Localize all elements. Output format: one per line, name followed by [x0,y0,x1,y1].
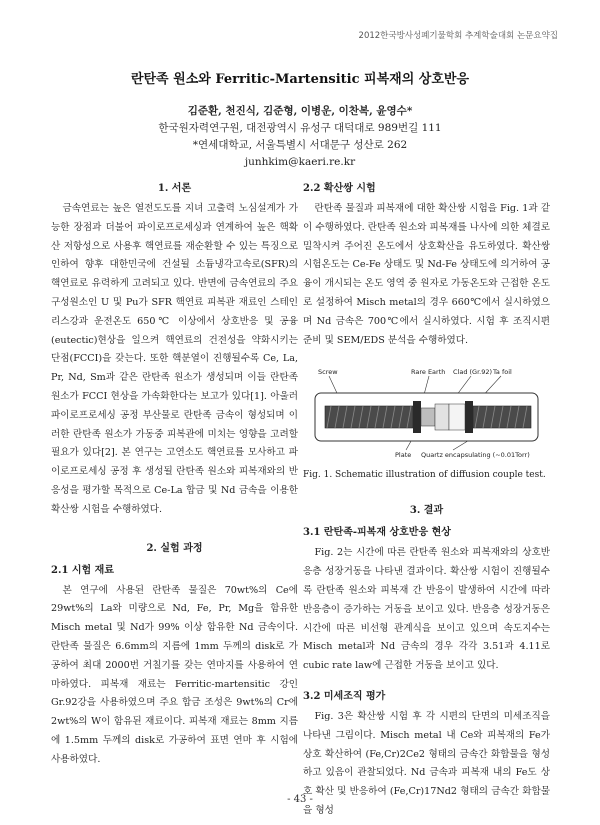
label-plate: Plate [395,451,412,460]
label-rare-earth: Rare Earth [411,368,446,377]
label-screw: Screw [318,368,338,377]
intro-paragraph: 금속연료는 높은 열전도도를 지녀 고출력 노심설계가 가능한 장점과 더불어 파이로프로세싱과 연계하여 높은 핵확산 저항성으로 사용후 핵연료를 재순환할 수 있는 특징으로 인하여 향후 대한민국에 건설될 소듐냉각고속로(SFR)의 핵연료로 유력하게 고려되고 있다. 반면에 금속연료의 주요 구성원소인 U 및 Pu가 SFR 핵연료 피복관 재료인 스테인리스강과 운전온도 650℃ 이상에서 상호반응 및 공융(eutectic)현상을 일으켜 핵연료의 건전성을 약화시키는 단점(FCCI)을 갖는다. 또한 핵분열이 진행될수록 Ce, La, Pr, Nd, Sm과 같은 란탄족 원소가 생성되며 이들 란탄족 원소가 FCCI 현상을 가속화한다는 보고가 있다[1]. 아울러 파이로프로세싱 공정 부산물로 란탄족 금속이 형성되며 이러한 란탄족 원소가 가동중 피복관에 미치는 영향을 고려할 필요가 있다[2]. 본 연구는 고연소도 핵연료를 모사하고 파이로프로세싱 공정 후 생성될 란탄족 원소와 피복재와의 반응성을 평가할 목적으로 Ce-La 합금 및 Nd 금속을 이용한 확산쌍 시험을 수행하였다. [51,203,298,515]
subsection-2-1-title: 2.1 시험 재료 [51,564,115,576]
subsection-2-2-title: 2.2 확산쌍 시험 [303,183,376,194]
page-number: - 43 - [287,794,313,805]
figure-1-caption: Fig. 1. Schematic illustration of diffusion couple test. [303,470,546,481]
subsection-3-2-title: 3.2 미세조직 평가 [303,690,386,702]
author-block [0,103,600,171]
affiliation-2: *연세대학교, 서울특별시 서대문구 성산로 262 [192,139,408,151]
diffusion-test-paragraph: 란탄족 물질과 피복재에 대한 확산쌍 시험을 Fig. 1과 같이 수행하였다. 란탄족 원소와 피복재를 나사에 의한 체결로 밀착시켜 주어진 온도에서 상호확산을 유도하였다. 확산쌍 시험온도는 Ce-Fe 상태도 및 Nd-Fe 상태도에 의거하여 공융이 개시되는 온도 영역 중 원자로 가동온도와 근접한 온도로 설정하여 Misch metal의 경우 660℃에서 실시하였으며 Nd 금속은 700℃에서 실시하였다. 시험 후 조직시편 준비 및 SEM/EDS 분석을 수행하였다. [303,203,550,346]
section-method-title: 2. 실험 과정 [146,542,203,554]
label-clad: Clad (Gr.92) [453,368,493,377]
affiliation-1: 한국원자력연구원, 대전광역시 유성구 대덕대로 989번길 111 [158,122,442,134]
running-header: 2012한국방사성폐기물학회 추계학술대회 논문요약집 [358,31,558,41]
interaction-paragraph: Fig. 2는 시간에 따른 란탄족 원소와 피복재와의 상호반응층 성장거동을 나타낸 결과이다. 확산쌍 시험이 진행될수록 란탄족 원소와 피복재 간 반응이 발생하여 시간에 따라 반응층이 증가하는 거동을 보이고 있다. 반응층 성장거동은 시간에 따른 비선형 관계식을 보이고 있으며 속도지수는 Misch metal과 Nd 금속의 경우 각각 3.51과 4.11로 cubic rate law에 근접한 거동을 보이고 있다. [303,547,550,672]
right-column [303,178,550,821]
figure-1 [303,366,550,464]
microstructure-paragraph: Fig. 3은 확산쌍 시험 후 각 시편의 단면의 미세조직을 나타낸 그림이다. Misch metal 내 Ce와 피복재의 Fe가 상호 확산하여 (Fe,Cr)2Ce2 형태의 금속간 화합물을 형성하고 있음이 관찰되었다. Nd 금속과 피복재 내의 Fe도 상호 확산 및 반응하여 (Fe,Cr)17Nd2 형태의 금속간 화합물을 형성 [303,710,550,816]
diffusion-couple-schematic [303,366,550,464]
author-email: junhkim@kaeri.re.kr [244,156,356,168]
section-intro-title: 1. 서론 [157,183,192,194]
section-results-title: 3. 결과 [409,505,444,517]
materials-paragraph: 본 연구에 사용된 란탄족 물질은 70wt%의 Ce에 29wt%의 La와 미량으로 Nd, Fe, Pr, Mg을 함유한 Misch metal 및 Nd가 99% 이상 함유한 Nd 금속이다. 란탄족 물질은 6.6mm의 지름에 1mm 두께의 disk로 가공하여 최대 2000번 거칠기를 갖는 연마지를 사용하여 연마하였다. 피복재 재료는 Ferritic-martensitic 강인 Gr.92강을 사용하였으며 주요 합금 조성은 9wt%의 Cr에 2wt%의 W이 함유된 재료이다. 피복재 재료는 8mm 지름에 1.5mm 두께의 disk로 가공하여 표면 연마 후 시험에 사용하였다. [51,584,298,765]
paper-title: 란탄족 원소와 Ferritic-Martensitic 피복재의 상호반응 [130,72,470,87]
author-names: 김준환, 천진식, 김준형, 이병운, 이찬복, 윤영수* [187,105,413,117]
label-ta-foil: Ta foil [493,368,512,377]
label-quartz: Quartz encapsulating (~0.01Torr) [421,451,530,460]
subsection-3-1-title: 3.1 란탄족-피복재 상호반응 현상 [303,527,451,539]
left-column [51,178,298,770]
